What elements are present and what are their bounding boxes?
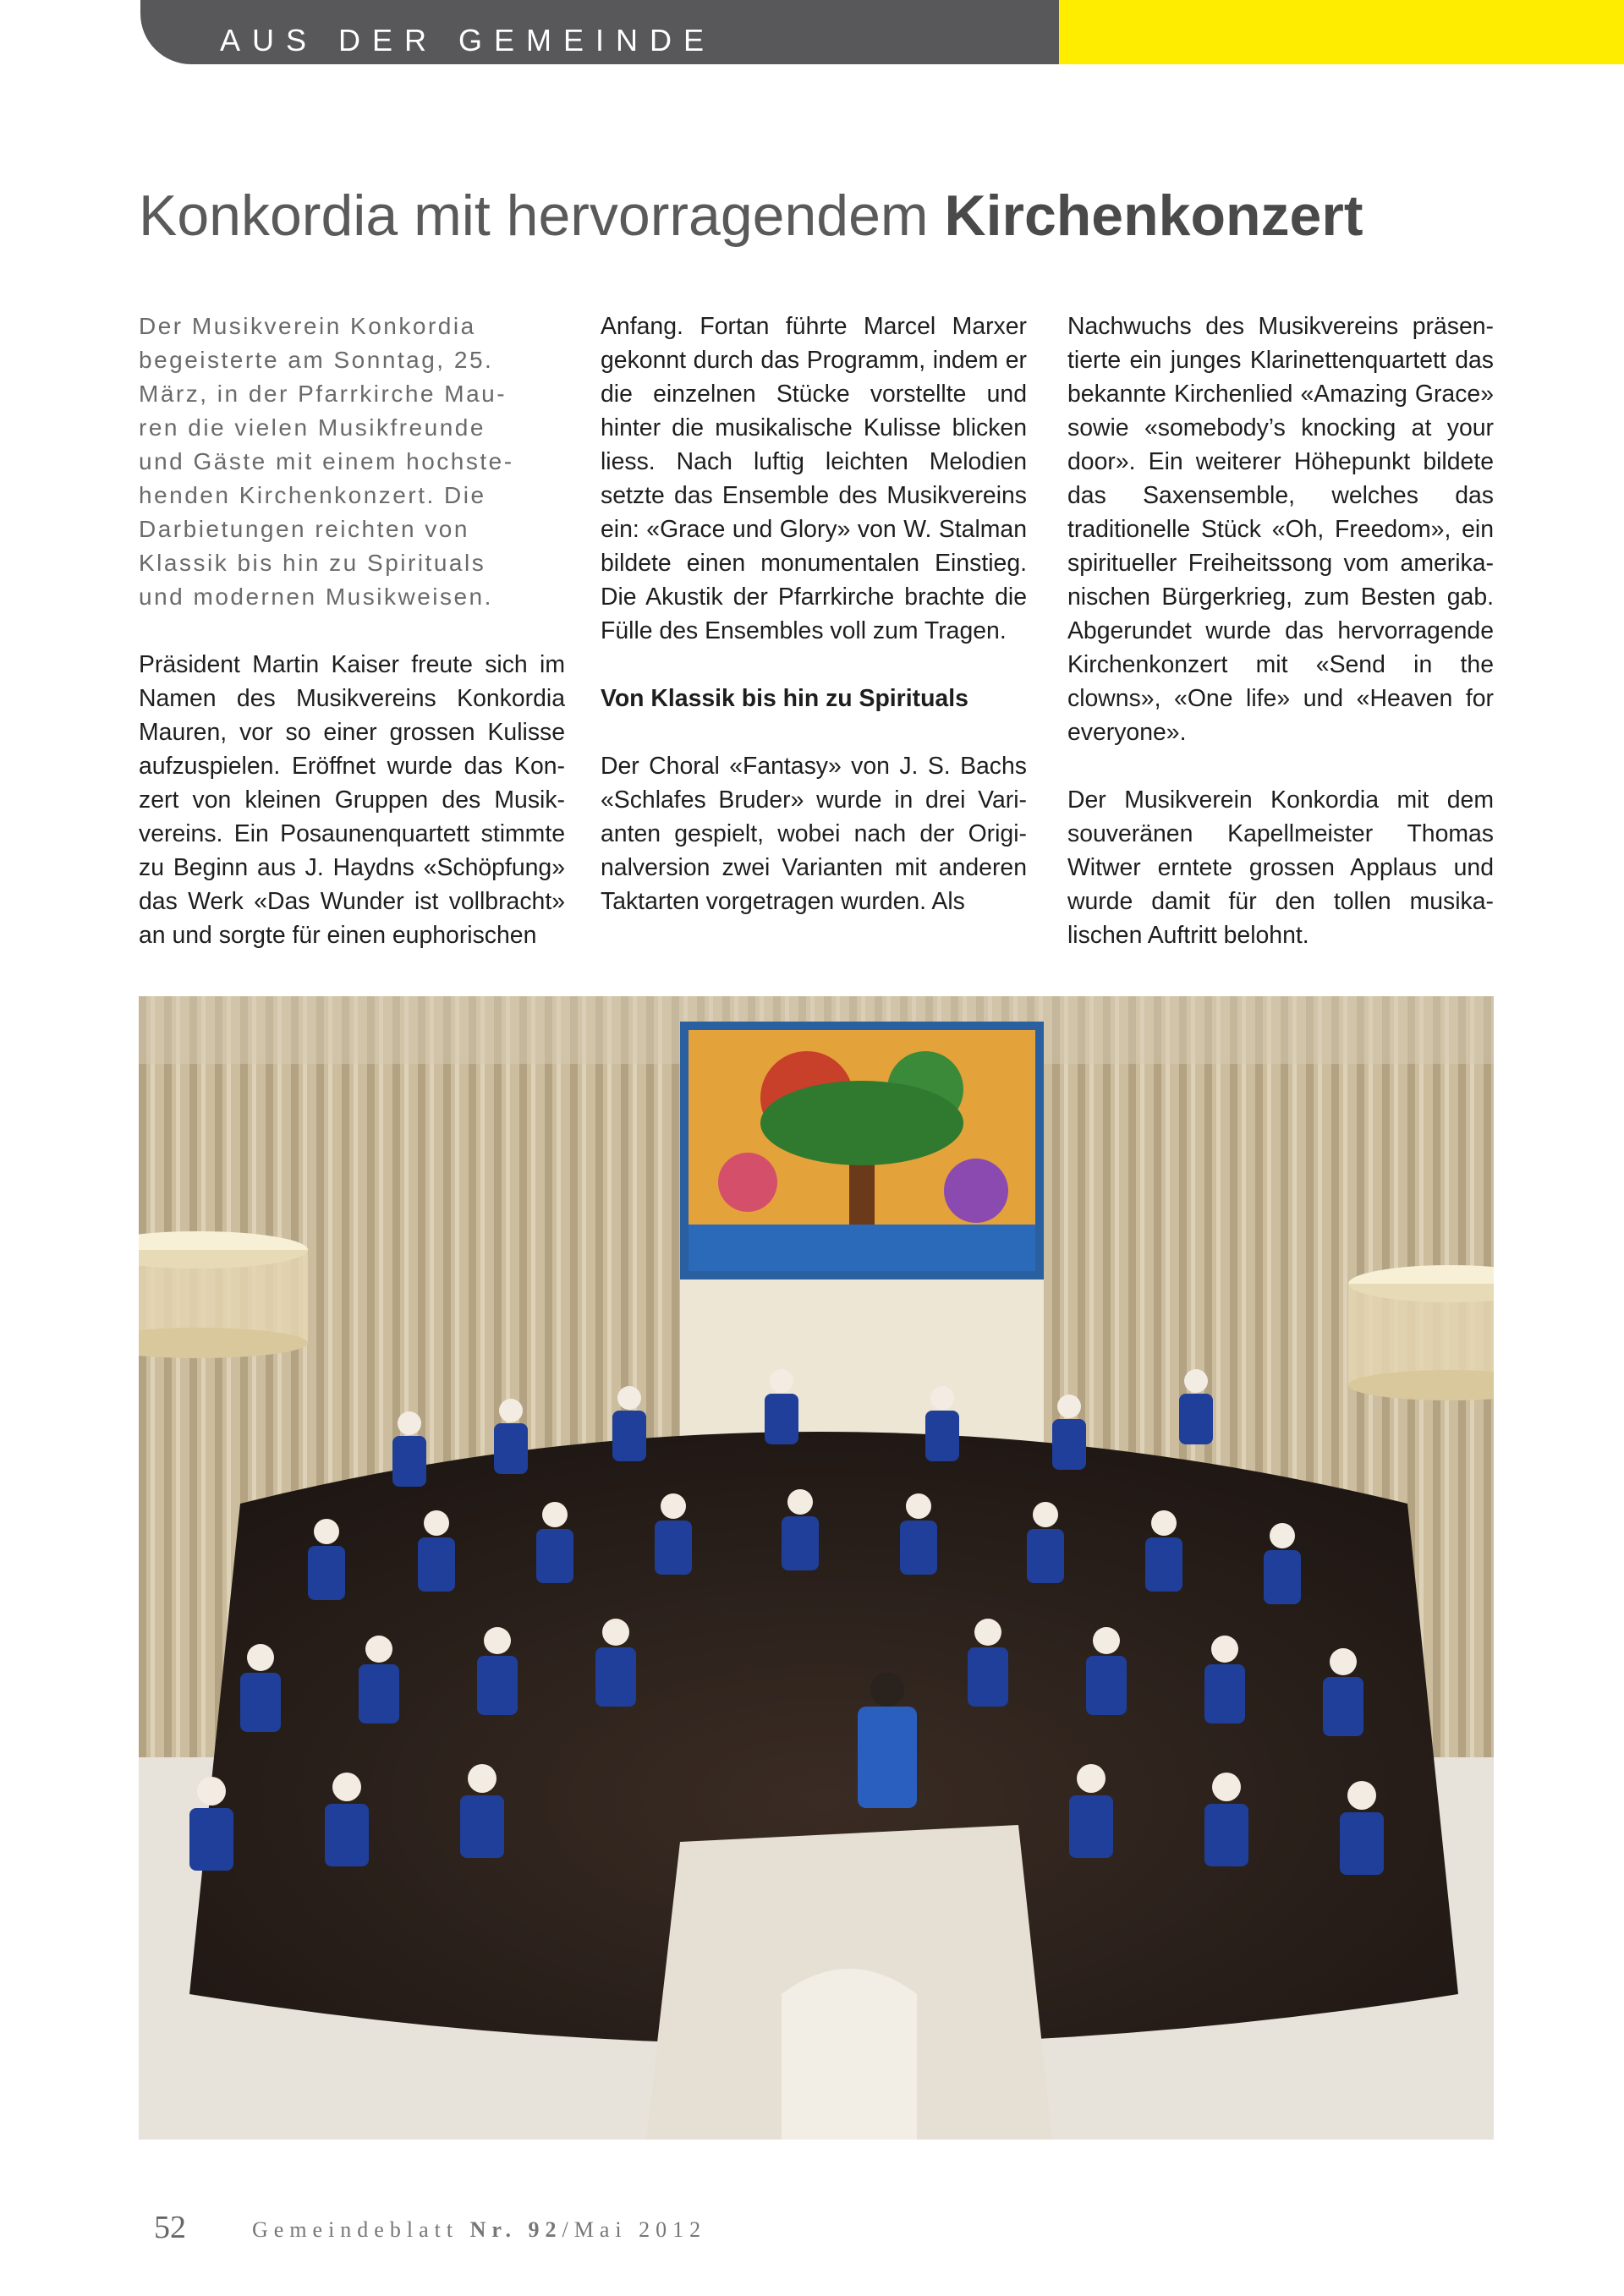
text-column-3 [1067, 310, 1494, 952]
article-subheading: Von Klassik bis hin zu Spirituals [601, 685, 968, 712]
article-intro [139, 310, 565, 614]
issue-date: /Mai 2012 [562, 2217, 707, 2242]
text-column-2 [601, 310, 1027, 918]
body-paragraph: Präsident Martin Kaiser freute sich im Namen des Musikvereins Konkordia Mauren, vor so einer grossen Kulisse aufzuspielen. Eröffnet wurde das Konzert von kleinen Gruppen des Musikvereins. Ein Posaunenquartett stimmte zu Beginn aus J. Haydns «Schöpfung» das Werk «Das Wunder ist vollbracht» an und sorgte für einen euphorischen [139, 651, 565, 949]
body-paragraph: Anfang. Fortan führte Marcel Marxer gekonnt durch das Programm, indem er die einzelnen Stücke vorstellte und hinter die musikalische Kulisse blicken liess. Nach luftig leichten Melodien setzte das Ensemble des Musikvereins ein: «Grace und Glory» von W. Stalman bildete einen monumentalen Einstieg. Die Akustik der Pfarrkirche brachte die Fülle des Ensembles voll zum Tragen. [601, 313, 1027, 644]
body-paragraph: Der Choral «Fantasy» von J. S. Bachs «Schlafes Bruder» wurde in drei Varianten gespielt, wobei nach der Originalversion zwei Varianten mit anderen Taktarten vorgetragen wurden. Als [601, 753, 1027, 915]
intro-line: ren die vielen Musikfreunde [139, 414, 486, 441]
intro-line: begeisterte am Sonntag, 25. [139, 347, 494, 373]
intro-line: henden Kirchenkonzert. Die [139, 482, 486, 508]
publication-line [252, 2216, 706, 2244]
headline-light: Konkordia mit hervorragendem [139, 184, 929, 248]
intro-line: Darbietungen reichten von [139, 516, 469, 542]
issue-number: Nr. 92 [469, 2217, 562, 2242]
intro-line: Der Musikverein Konkordia [139, 313, 476, 339]
page-number: 52 [154, 2210, 186, 2245]
article-headline [139, 178, 1363, 254]
intro-line: und Gäste mit einem hochste- [139, 448, 514, 474]
body-paragraph: Der Musikverein Konkordia mit dem souveränen Kapellmeister Thomas Witwer erntete grossen Applaus und wurde damit für den tollen musikalischen Auftritt belohnt. [1067, 786, 1494, 949]
section-title: AUS DER GEMEINDE [220, 23, 716, 58]
publication-name: Gemeindeblatt [252, 2217, 459, 2242]
body-paragraph: Nachwuchs des Musikvereins präsentierte ein junges Klarinettenquartett das bekannte Kirchenlied «Amazing Grace» sowie «somebody’s knocking at your door». Ein weiterer Höhepunkt bildete das Saxensemble, welches das traditionelle Stück «Oh, Freedom», ein spiritueller Freiheitssong vom amerikanischen Bürgerkrieg, zum Besten gab. Abgerundet wurde das hervorragende Kirchenkonzert mit «Send in the clowns», «One life» und «Heaven for everyone». [1067, 313, 1494, 746]
mural-painting [680, 1022, 1044, 1280]
conductor [858, 1707, 917, 1808]
intro-line: Klassik bis hin zu Spirituals [139, 550, 486, 576]
text-column-1 [139, 310, 565, 952]
intro-line: und modernen Musikweisen. [139, 584, 493, 610]
concert-photo [139, 996, 1494, 2140]
chandelier-right [1348, 1265, 1494, 1400]
chandelier-left [139, 1231, 308, 1358]
headline-bold: Kirchenkonzert [944, 184, 1363, 248]
header-accent-block [1059, 0, 1624, 64]
intro-line: März, in der Pfarrkirche Mau- [139, 381, 508, 407]
